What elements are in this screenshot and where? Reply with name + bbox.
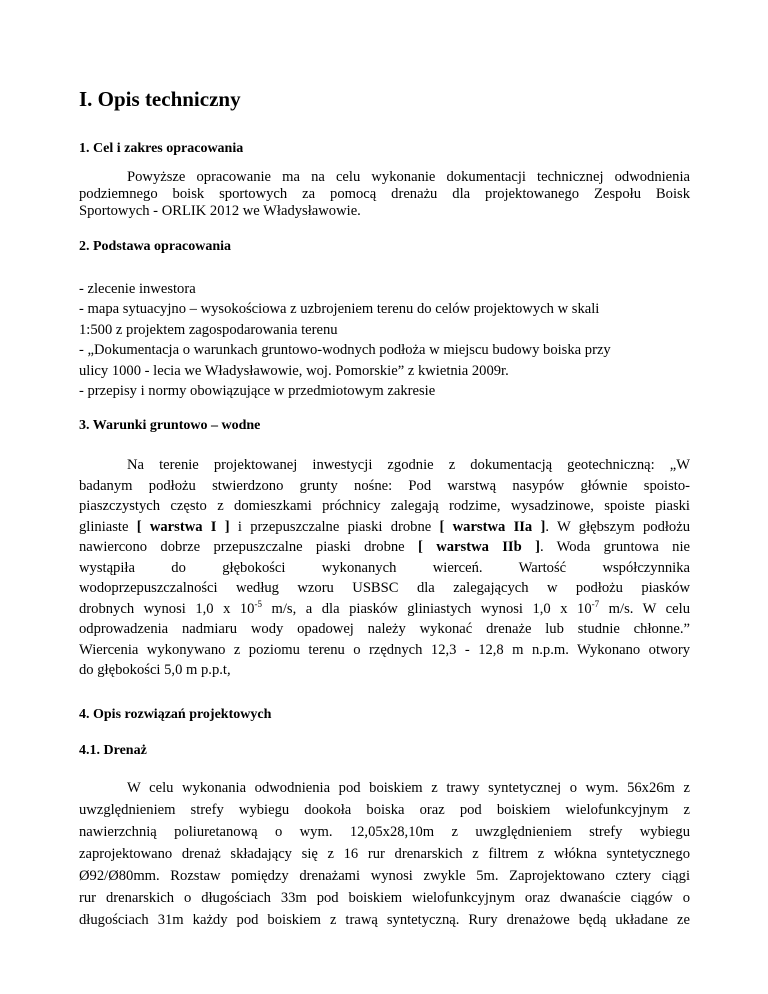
paragraph-line: nawierzchnią poliuretanową o wym. 12,05x28,10m z uwzględnieniem strefy wybiegu	[79, 824, 690, 840]
section-3-paragraph	[79, 455, 690, 681]
section-2-list	[79, 279, 690, 401]
paragraph-line: drobnych wynosi 1,0 x $10^{-5}$ m/s, a dla piasków gliniastych wynosi 1,0 x $10^{-7}$ m/s. W celu	[79, 598, 690, 617]
paragraph-line: W celu wykonania odwodnienia pod boiskiem z trawy syntetycznej o wym. 56x26m z	[127, 780, 690, 796]
section-3-heading: 3. Warunki gruntowo – wodne	[79, 418, 261, 433]
paragraph-line: Sportowych - ORLIK 2012 we Władysławowie.	[79, 203, 361, 219]
list-item: - zlecenie inwestora	[79, 281, 196, 297]
paragraph-line: piaszczystych często z domieszkami próchnicy zalegają rodzime, wysadzinowe, spoiste piaski	[79, 498, 690, 514]
paragraph-line: gliniaste [ warstwa I ] i przepuszczalne piaski drobne [ warstwa IIa ]. W głębszym podłożu	[79, 518, 690, 535]
paragraph-line: zaprojektowano drenaż składający się z 16 rur drenarskich z filtrem z włókna syntetycznego	[79, 846, 690, 862]
section-1-heading: 1. Cel i zakres opracowania	[79, 141, 244, 156]
list-item: - mapa sytuacyjno – wysokościowa z uzbrojeniem terenu do celów projektowych w skali	[79, 301, 600, 318]
paragraph-line: uwzględnieniem strefy wybiegu dookoła boiska oraz pod boiskiem wielofunkcyjnym z	[79, 802, 690, 818]
list-item: - „Dokumentacja o warunkach gruntowo-wodnych podłoża w miejscu budowy boiska przy	[79, 342, 611, 359]
section-2-heading: 2. Podstawa opracowania	[79, 239, 232, 254]
section-4-heading: 4. Opis rozwiązań projektowych	[79, 707, 272, 722]
list-item: - przepisy i normy obowiązujące w przedmiotowym zakresie	[79, 383, 436, 400]
paragraph-line: wystąpiła do głębokości wykonanych wierceń. Wartość współczynnika	[79, 559, 690, 576]
paragraph-line: Wiercenia wykonywano z poziomu terenu o rzędnych 12,3 - 12,8 m n.p.m. Wykonano otwory	[79, 641, 690, 658]
document-title: I. Opis techniczny	[79, 87, 241, 111]
paragraph-line: długościach 31m każdy pod boiskiem z trawą syntetyczną. Rury drenażowe będą układane ze	[79, 912, 690, 928]
paragraph-line: do głębokości 5,0 m p.p.t,	[79, 662, 231, 678]
paragraph-line: wodoprzepuszczalności według wzoru USBSC dla zalegających w podłożu piasków	[79, 580, 690, 596]
paragraph-line: Powyższe opracowanie ma na celu wykonanie dokumentacji technicznej odwodnienia	[127, 169, 690, 185]
paragraph-line: odprowadzenia nadmiaru wody opadowej należy wykonać drenaże lub studnie chłonne.”	[79, 621, 690, 637]
paragraph-line: podziemnego boisk sportowych za pomocą drenażu dla projektowanego Zespołu Boisk	[79, 186, 690, 202]
paragraph-line: Ø92/Ø80mm. Rozstaw pomiędzy drenażami wynosi zwykle 5m. Zaprojektowano cztery ciągi	[79, 868, 690, 884]
paragraph-line: rur drenarskich o długościach 33m pod boiskiem wielofunkcyjnym oraz dwanaście ciągów o	[79, 890, 690, 906]
paragraph-line: nawiercono dobrze przepuszczalne piaski drobne [ warstwa IIb ]. Woda gruntowa nie	[79, 539, 690, 555]
list-item: ulicy 1000 - lecia we Władysławowie, woj. Pomorskie” z kwietnia 2009r.	[79, 362, 509, 379]
paragraph-line: Na terenie projektowanej inwestycji zgodnie z dokumentacją geotechniczną: „W	[127, 457, 690, 473]
list-item: 1:500 z projektem zagospodarowania terenu	[79, 321, 338, 338]
section-1-paragraph	[79, 169, 690, 220]
paragraph-line: badanym podłożu stwierdzono grunty nośne: Pod warstwą nasypów głównie spoisto-	[79, 477, 690, 494]
section-4-1-paragraph	[79, 777, 690, 931]
section-4-1-heading: 4.1. Drenaż	[79, 743, 147, 758]
